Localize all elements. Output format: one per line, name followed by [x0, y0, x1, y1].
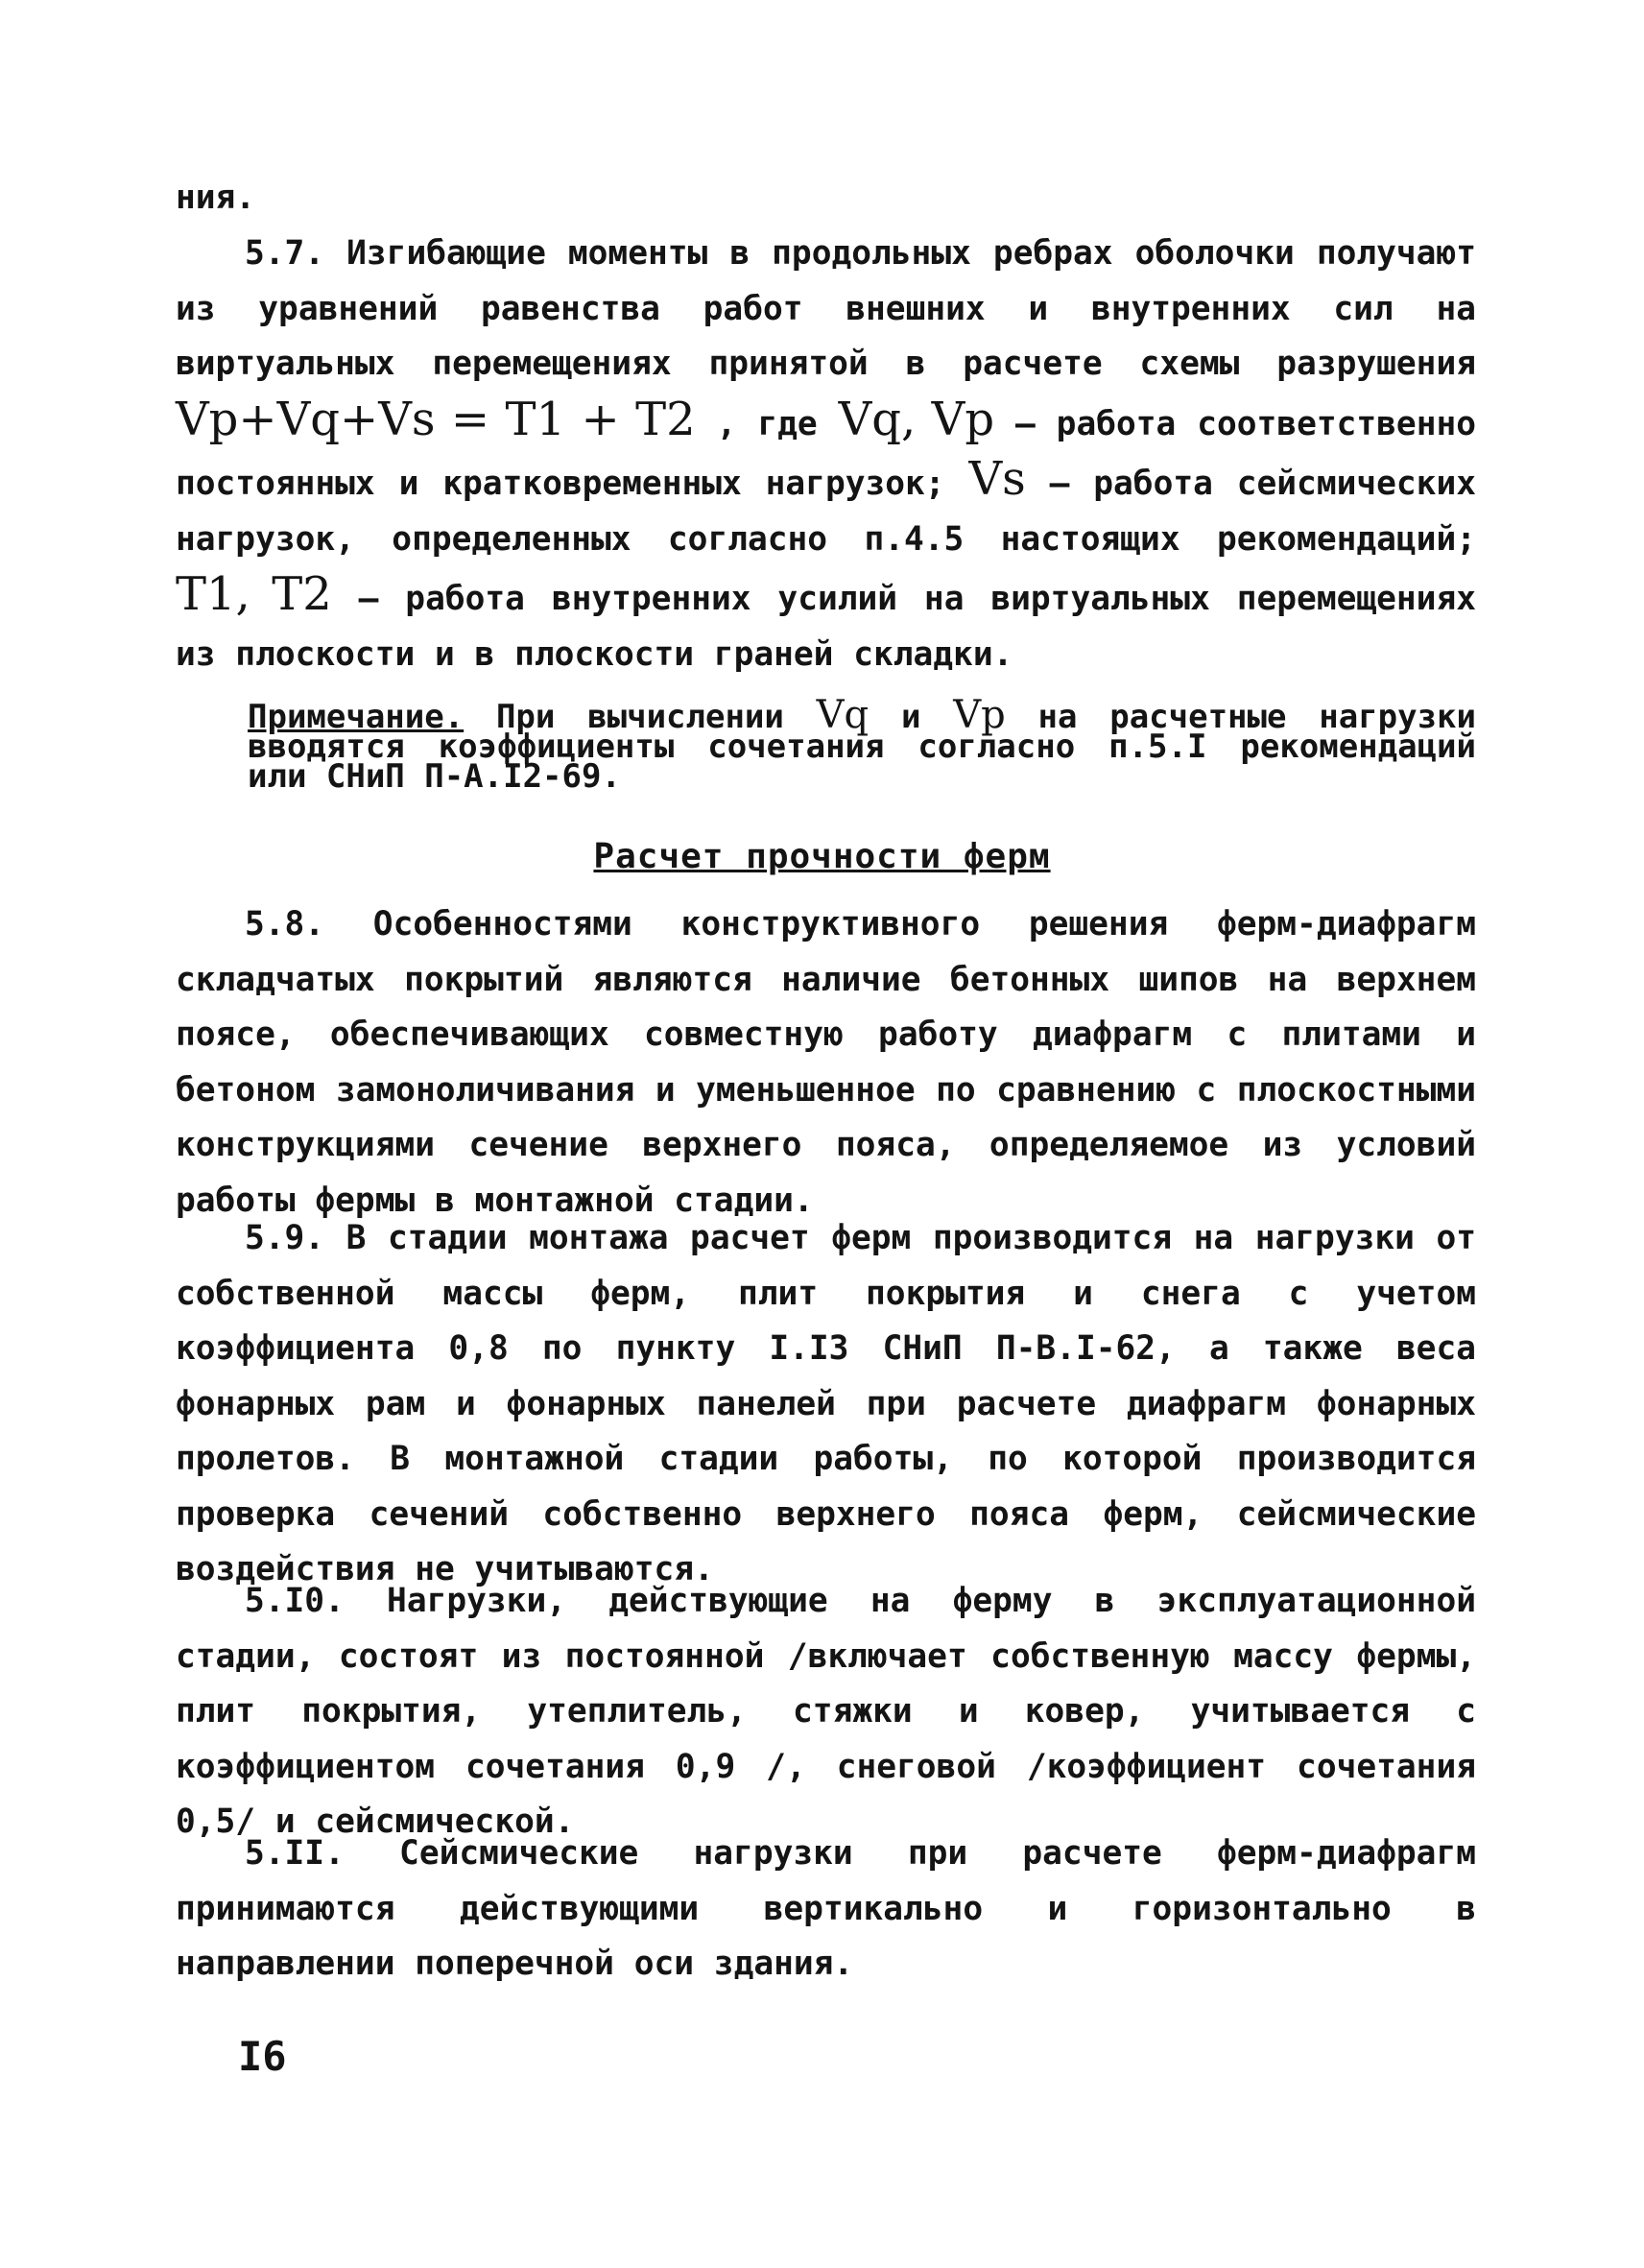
paragraph-5-7: 5.7. Изгибающие моменты в продольных ребрах оболочки получают из уравнений равенства работ внешних и внутренних сил на виртуальных перемещениях принятой в расчете схемы разрушения Vp+Vq+Vs = T1 + T2 , где Vq, Vp – работа соответственно постоянных и кратковременных нагрузок; Vs – работа сейсмических нагрузок, определенных согласно п.4.5 настоящих рекомендаций; T1, T2 – работа внутренних усилий на виртуальных перемещениях из плоскости и в плоскости граней складки. — [176, 234, 1477, 674]
paragraph-5-11: 5.II. Сейсмические нагрузки при расчете ферм-диафрагм принимаются действующими вертикально и горизонтально в направлении поперечной оси здания. — [176, 1834, 1476, 1983]
formula-t1-t2: T1, T2 — [176, 567, 332, 621]
formula-vs: Vs — [968, 452, 1026, 506]
note-block: Примечание. При вычислении Vq и Vp на расчетные нагрузки вводятся коэффициенты сочетания согласно п.5.I рекомендаций или СНиП П-А.I2-69. — [248, 693, 1476, 796]
note-label: Примечание. — [248, 698, 465, 736]
formula-note-vp: Vp — [953, 693, 1006, 737]
formula-work-balance: Vp+Vq+Vs = T1 + T2 — [176, 392, 696, 446]
page-number: I6 — [238, 2033, 287, 2080]
paragraph-5-10: 5.I0. Нагрузки, действующие на ферму в эксплуатационной стадии, состоят из постоянной /включает собственную массу фермы, плит покрытия, утеплитель, стяжки и ковер, учитывается с коэффициентом сочетания 0,9 /, снеговой /коэффициент сочетания 0,5/ и сейсмической. — [176, 1582, 1476, 1841]
section-heading: Расчет прочности ферм — [593, 837, 1051, 876]
paragraph-5-8: 5.8. Особенностями конструктивного решения ферм-диафрагм складчатых покрытий являются наличие бетонных шипов на верхнем поясе, обеспечивающих совместную работу диафрагм с плитами и бетоном замоноличивания и уменьшенное по сравнению с плоскостными конструкциями сечение верхнего пояса, определяемое из условий работы фермы в монтажной стадии. — [176, 905, 1476, 1220]
formula-vq-vp: Vq, Vp — [838, 392, 995, 446]
formula-note-vq: Vq — [816, 693, 870, 737]
paragraph-5-9: 5.9. В стадии монтажа расчет ферм производится на нагрузки от собственной массы ферм, плит покрытия и снега с учетом коэффициента 0,8 по пункту I.I3 СНиП П-В.I-62, а также веса фонарных рам и фонарных панелей при расчете диафрагм фонарных пролетов. В монтажной стадии работы, по которой производится проверка сечений собственно верхнего пояса ферм, сейсмические воздействия не учитываются. — [176, 1219, 1476, 1588]
paragraph-fragment: ния. — [176, 179, 256, 217]
